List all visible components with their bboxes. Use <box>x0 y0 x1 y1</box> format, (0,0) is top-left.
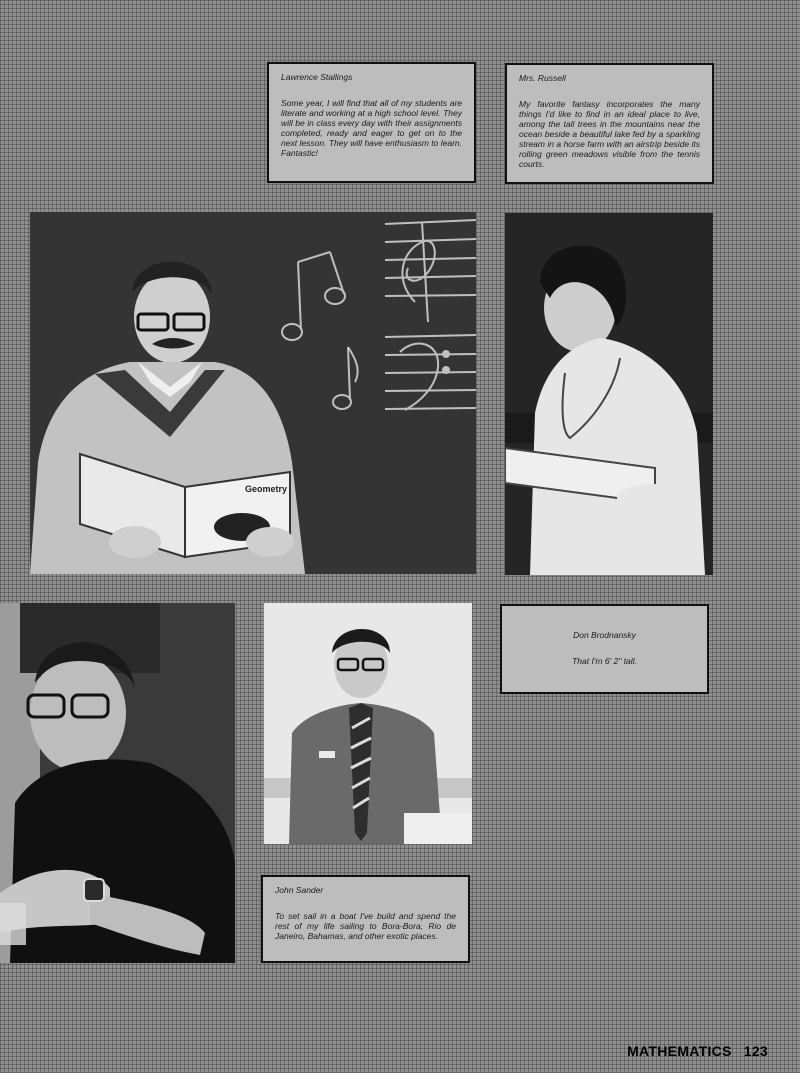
caption-quote: To set sail in a boat I've build and spend the rest of my life sailing to Bora-Bora, Rio de Janeiro, Bahamas, and other exotic places. <box>275 911 456 941</box>
caption-name: Lawrence Stallings <box>281 72 353 82</box>
caption-name: John Sander <box>275 885 324 895</box>
caption-stallings <box>267 62 476 183</box>
caption-brodnansky <box>500 604 709 694</box>
page-number: 123 <box>743 1043 768 1059</box>
book-title: Geometry <box>245 484 288 494</box>
caption-quote: Some year, I will find that all of my students are literate and working at a high school level. They will be in class every day with their assignments completed, ready and eager to get on to the next lesson. They will have enthusiasm to learn. Fantastic! <box>281 98 462 158</box>
page-footer <box>627 1043 768 1059</box>
caption-russell <box>505 63 714 184</box>
caption-quote: That I'm 6' 2" tall. <box>572 656 637 666</box>
photo-sander <box>264 603 472 844</box>
caption-name: Don Brodnansky <box>573 630 636 640</box>
photo-teacher-dark-sweater <box>0 603 235 963</box>
caption-sander <box>261 875 470 963</box>
caption-name: Mrs. Russell <box>519 73 566 83</box>
photo-stallings <box>30 212 476 574</box>
caption-quote: My favorite fantasy incorporates the many things I'd like to find in an ideal place to live, among the tall trees in the mountains near the ocean beside a beautiful lake fed by a sparkling stream in a horse farm with an airstrip beside its rolling green meadows visible from the tennis courts. <box>519 99 700 169</box>
photo-russell <box>505 213 713 575</box>
section-title: MATHEMATICS <box>627 1043 732 1059</box>
